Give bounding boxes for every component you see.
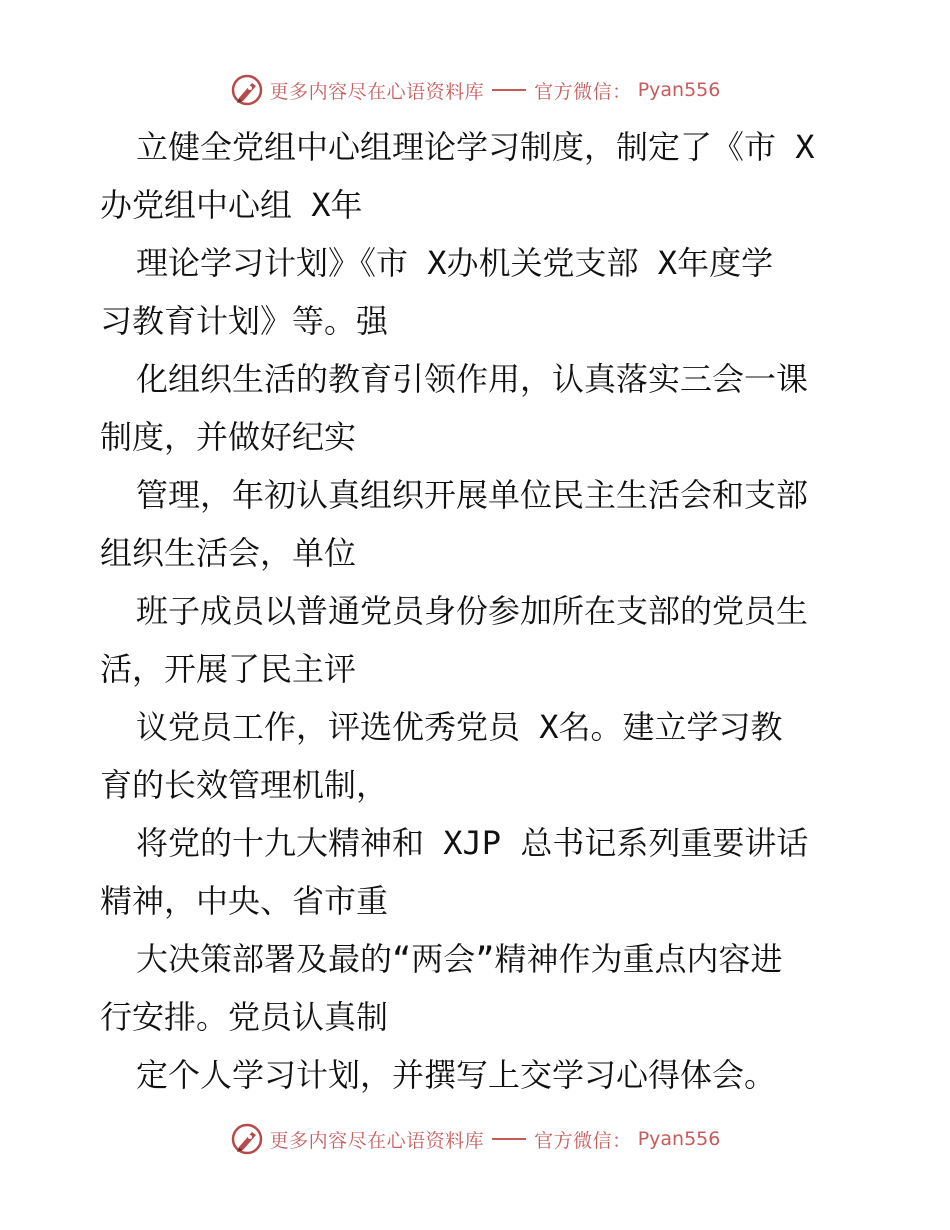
text-line: 定个人学习计划，并撰写上交学习心得体会。 — [136, 1056, 777, 1094]
footer-dash — [492, 1138, 526, 1140]
text-line: 组织生活会，单位 — [100, 534, 357, 572]
header-contact-label: 官方微信： — [534, 80, 632, 103]
header-promo-text: 更多内容尽在心语资料库 — [269, 80, 485, 103]
header-dash — [492, 89, 526, 91]
footer-banner — [0, 1117, 950, 1161]
text-line: 活，开展了民主评 — [100, 650, 357, 688]
pen-logo-icon — [230, 1122, 264, 1156]
text-line: 育的长效管理机制， — [100, 766, 389, 804]
text-line: 化组织生活的教育引领作用，认真落实三会一课 — [136, 360, 809, 398]
text-line: 制度，并做好纪实 — [100, 418, 357, 456]
footer-promo-text: 更多内容尽在心语资料库 — [269, 1129, 485, 1152]
text-line: 立健全党组中心组理论学习制度，制定了《市 X — [136, 128, 815, 166]
text-line: 大决策部署及最的“两会”精神作为重点内容进 — [136, 940, 783, 978]
header-contact-id: Pyan556 — [637, 79, 721, 101]
text-line: 将党的十九大精神和 XJP 总书记系列重要讲话 — [136, 824, 809, 862]
header-banner — [0, 68, 950, 112]
text-line: 办党组中心组 X年 — [100, 186, 363, 224]
footer-contact-label: 官方微信： — [534, 1129, 632, 1152]
text-line: 习教育计划》等。强 — [100, 302, 389, 340]
text-line: 理论学习计划》《市 X办机关党支部 X年度学 — [136, 244, 774, 282]
text-line: 行安排。党员认真制 — [100, 998, 389, 1036]
text-line: 议党员工作，评选优秀党员 X名。建立学习教 — [136, 708, 783, 746]
pen-logo-icon — [230, 73, 264, 107]
text-line: 班子成员以普通党员身份参加所在支部的党员生 — [136, 592, 809, 630]
text-line: 精神，中央、省市重 — [100, 882, 389, 920]
text-line: 管理，年初认真组织开展单位民主生活会和支部 — [136, 476, 809, 514]
footer-contact-id: Pyan556 — [637, 1128, 721, 1150]
body-text — [100, 118, 870, 1104]
